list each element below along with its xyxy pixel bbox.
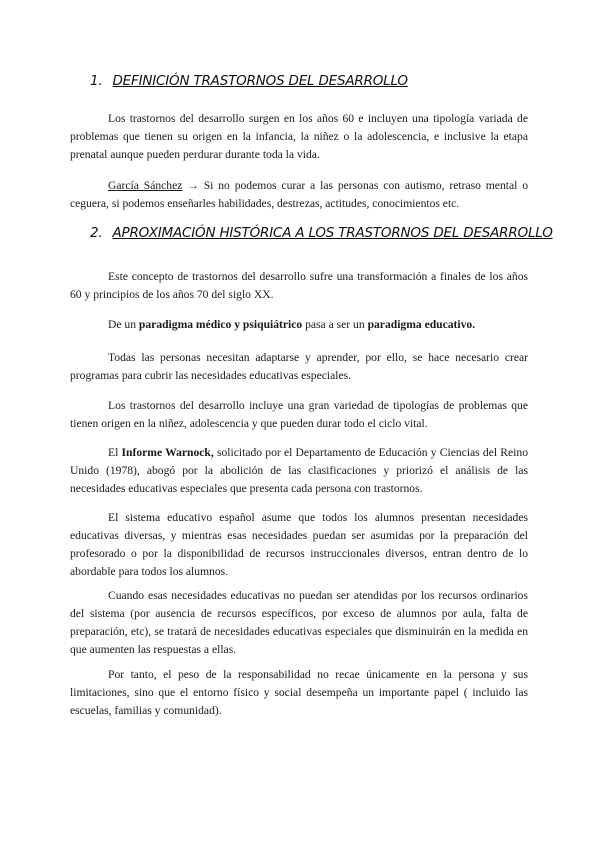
bold-term-medical-paradigm: paradigma médico y psiquiátrico: [138, 318, 303, 331]
section-2-paragraph-2: [70, 316, 528, 334]
section-1-paragraph-2: [70, 177, 528, 213]
section-2-number: 2.: [90, 225, 103, 241]
author-name: García Sánchez: [108, 179, 183, 192]
section-1-heading: [90, 73, 408, 89]
section-2-title: APROXIMACIÓN HISTÓRICA A LOS TRASTORNOS DEL DESARROLLO: [112, 225, 553, 241]
section-1-paragraph-1: Los trastornos del desarrollo surgen en los años 60 e incluyen una tipología variada de problemas que tienen su origen en la infancia, la niñez o la adolescencia, e inclusive la etapa prenatal aunque pueden perdurar durante toda la vida.: [70, 112, 528, 161]
bold-term-warnock-report: Informe Warnock,: [121, 446, 214, 459]
text-run: El: [108, 446, 122, 459]
section-1-paragraph-2-text: → Si no podemos curar a las personas con autismo, retraso mental o ceguera, si podemos enseñarles habilidades, destrezas, actitudes, conocimientos etc.: [70, 179, 528, 210]
section-1-number: 1.: [90, 73, 103, 89]
section-2-heading: [90, 225, 553, 241]
bold-term-educational-paradigm: paradigma educativo.: [367, 318, 476, 331]
text-run: solicitado por el Departamento de Educación y Ciencias del Reino Unido (1978), abogó por la abolición de las clasificaciones y priorizó el análisis de las necesidades educativas especiales que presenta cada persona con trastornos.: [70, 446, 529, 495]
section-2-paragraph-6: El sistema educativo español asume que todos los alumnos presentan necesidades educativas diversas, y mientras esas necesidades puedan ser asumidas por la preparación del profesorado o por la disponibilidad de recursos instruccionales diversos, entran dentro de lo abordable para todos los alumnos.: [70, 511, 528, 578]
section-2-paragraph-8: Por tanto, el peso de la responsabilidad no recae únicamente en la persona y sus limitaciones, sino que el entorno físico y social desempeña un importante papel ( incluido las escuelas, familias y comunidad).: [70, 668, 528, 717]
section-1-title: DEFINICIÓN TRASTORNOS DEL DESARROLLO: [112, 73, 408, 89]
text-run: pasa a ser un: [302, 318, 368, 331]
section-2-paragraph-1: Este concepto de trastornos del desarrollo sufre una transformación a finales de los años 60 y principios de los años 70 del siglo XX.: [70, 270, 528, 301]
text-run: De un: [108, 318, 139, 331]
section-2-paragraph-5: [70, 444, 528, 498]
section-2-paragraph-3: Todas las personas necesitan adaptarse y aprender, por ello, se hace necesario crear programas para cubrir las necesidades educativas especiales.: [70, 351, 528, 382]
section-2-paragraph-7: Cuando esas necesidades educativas no puedan ser atendidas por los recursos ordinarios del sistema (por ausencia de recursos específicos, por exceso de alumnos por aula, falta de preparación, etc), se tratará de necesidades educativas especiales que disminuirán en la medida en que aumenten las respuestas a ellas.: [70, 589, 528, 656]
section-2-paragraph-4: Los trastornos del desarrollo incluye una gran variedad de tipologías de problemas que tienen origen en la niñez, adolescencia y que pueden durar todo el ciclo vital.: [70, 399, 528, 430]
